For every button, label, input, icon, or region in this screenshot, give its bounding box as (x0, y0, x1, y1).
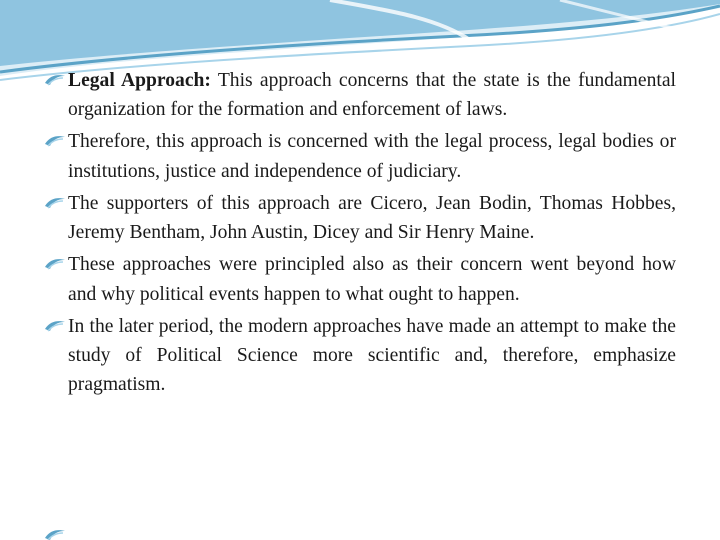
bullet-text: In the later period, the modern approaches have made an attempt to make the study of Political Science more scientific and, therefore, emphasize pragmatism. (68, 315, 676, 396)
bullet-text: The supporters of this approach are Cicero, Jean Bodin, Thomas Hobbes, Jeremy Bentham, John Austin, Dicey and Sir Henry Maine. (68, 192, 676, 244)
swoosh-bullet-icon (44, 134, 66, 148)
bullet-item (44, 66, 676, 125)
bullet-text: This approach concerns that the state is the fundamental organization for the formation and enforcement of laws. (68, 70, 676, 121)
swoosh-bullet-icon (44, 196, 66, 210)
bullet-list (44, 66, 676, 402)
bullet-item (44, 127, 676, 186)
bullet-text: These approaches were principled also as their concern went beyond how and why political events happen to what ought to happen. (68, 254, 676, 305)
bullet-item (44, 189, 676, 248)
bullet-item (44, 250, 676, 309)
bullet-item (44, 312, 676, 400)
bullet-lead: Legal Approach: (68, 70, 211, 91)
swoosh-bullet-icon (44, 319, 66, 333)
bullet-text: Therefore, this approach is concerned with the legal process, legal bodies or institutions, justice and independence of judiciary. (68, 131, 676, 182)
swoosh-bullet-icon (44, 257, 66, 271)
swoosh-bullet-icon (44, 73, 66, 87)
swoosh-bullet-icon (44, 528, 66, 540)
